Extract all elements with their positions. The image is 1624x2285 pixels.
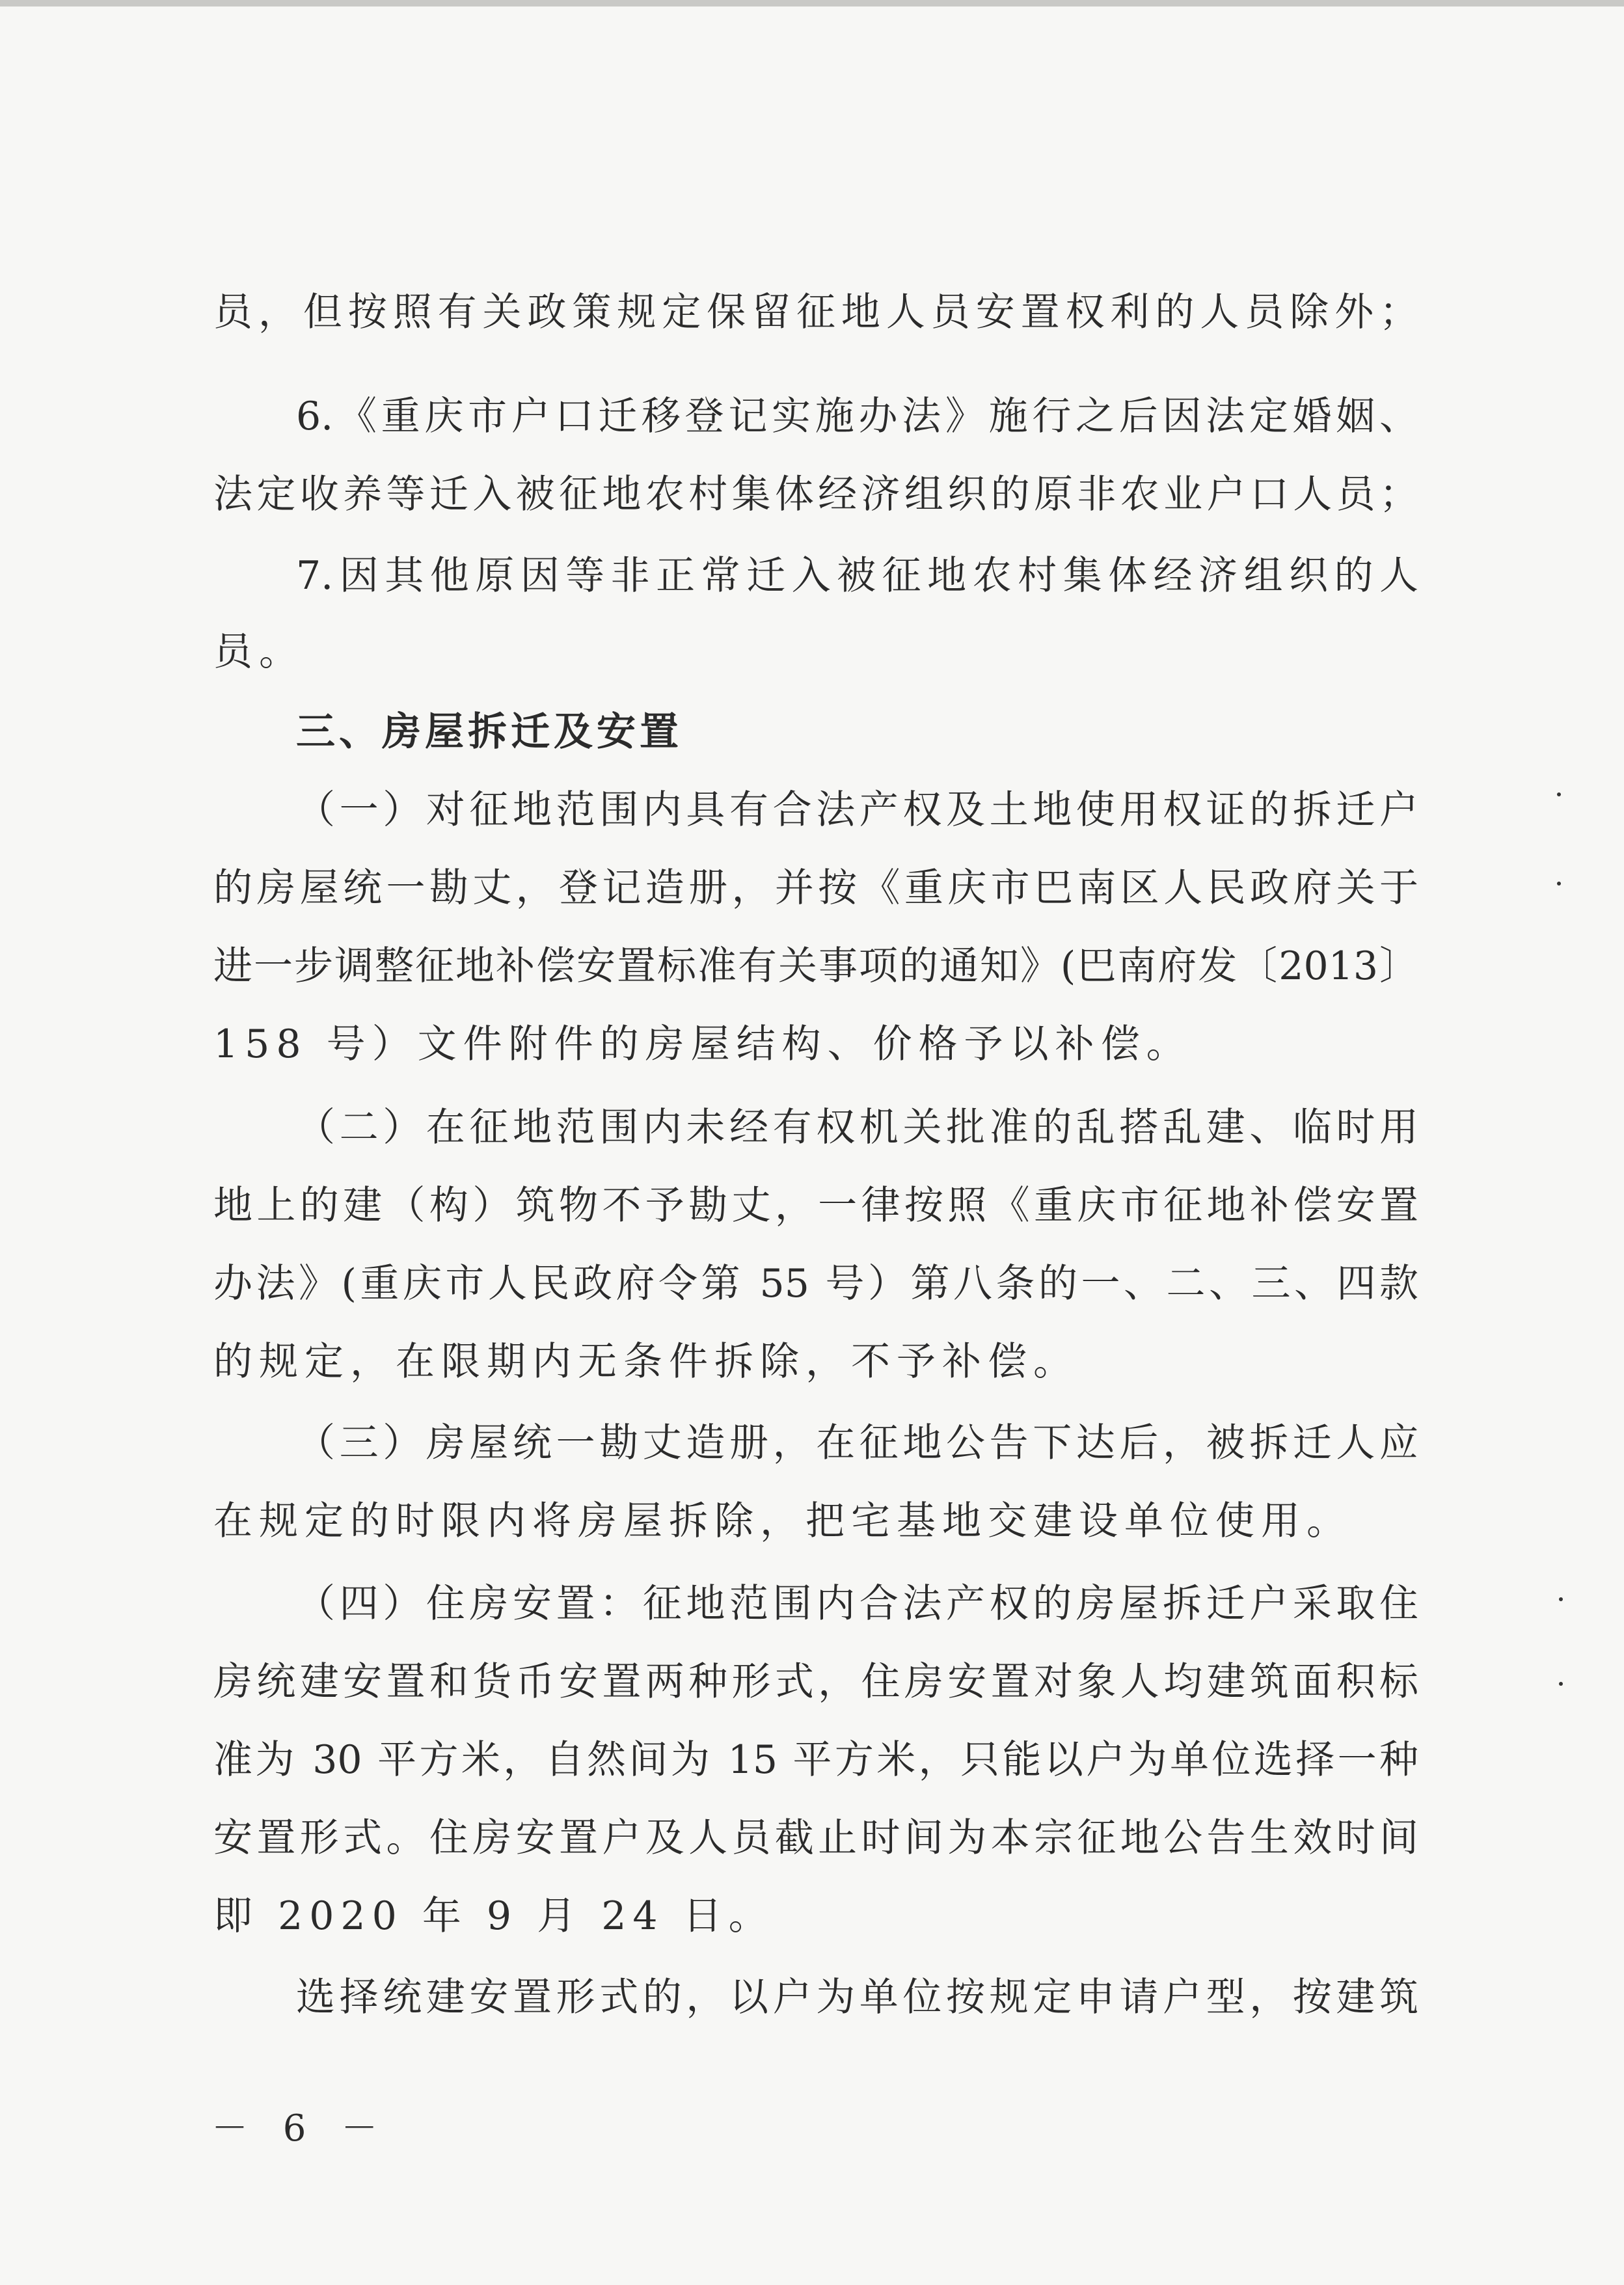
text-line: 准为 30 平方米，自然间为 15 平方米，只能以户为单位选择一种: [213, 1737, 1418, 1783]
section-heading: 三、房屋拆迁及安置: [296, 709, 683, 755]
text-line: 6.《重庆市户口迁移登记实施办法》施行之后因法定婚姻、: [296, 394, 1418, 439]
text-line: 7.因其他原因等非正常迁入被征地农村集体经济组织的人: [296, 553, 1418, 599]
text-line: 办法》(重庆市人民政府令第 55 号）第八条的一、二、三、四款: [213, 1261, 1418, 1306]
text-line: （三）房屋统一勘丈造册，在征地公告下达后，被拆迁人应: [296, 1420, 1418, 1466]
scan-speck: [1557, 792, 1561, 796]
text-line: 的规定，在限期内无条件拆除，不予补偿。: [213, 1339, 1079, 1385]
text-line: 地上的建（构）筑物不予勘丈，一律按照《重庆市征地补偿安置: [213, 1183, 1418, 1228]
text-line: （一）对征地范围内具有合法产权及土地使用权证的拆迁户: [296, 787, 1418, 833]
text-line: 选择统建安置形式的，以户为单位按规定申请户型，按建筑: [296, 1975, 1418, 2020]
text-line: 员。: [213, 629, 304, 675]
text-line: （四）住房安置：征地范围内合法产权的房屋拆迁户采取住: [296, 1581, 1418, 1627]
page-number: － 6 －: [211, 2107, 390, 2150]
text-line: 安置形式。住房安置户及人员截止时间为本宗征地公告生效时间: [213, 1815, 1418, 1861]
text-line: 进一步调整征地补偿安置标准有关事项的通知》(巴南府发〔2013〕: [213, 943, 1418, 989]
scan-speck: [1559, 1682, 1563, 1686]
text-line: 158 号）文件附件的房屋结构、价格予以补偿。: [213, 1021, 1192, 1067]
text-line: 房统建安置和货币安置两种形式，住房安置对象人均建筑面积标: [213, 1659, 1418, 1705]
text-line: 法定收养等迁入被征地农村集体经济组织的原非农业户口人员；: [213, 472, 1418, 517]
text-line: 即 2020 年 9 月 24 日。: [213, 1893, 774, 1939]
text-line: 员，但按照有关政策规定保留征地人员安置权利的人员除外；: [213, 290, 1418, 335]
text-line: （二）在征地范围内未经有权机关批准的乱搭乱建、临时用: [296, 1105, 1418, 1150]
text-line: 的房屋统一勘丈，登记造册，并按《重庆市巴南区人民政府关于: [213, 865, 1418, 911]
text-line: 在规定的时限内将房屋拆除，把宅基地交建设单位使用。: [213, 1498, 1352, 1544]
scan-speck: [1557, 882, 1561, 886]
scan-speck: [1559, 1597, 1563, 1601]
